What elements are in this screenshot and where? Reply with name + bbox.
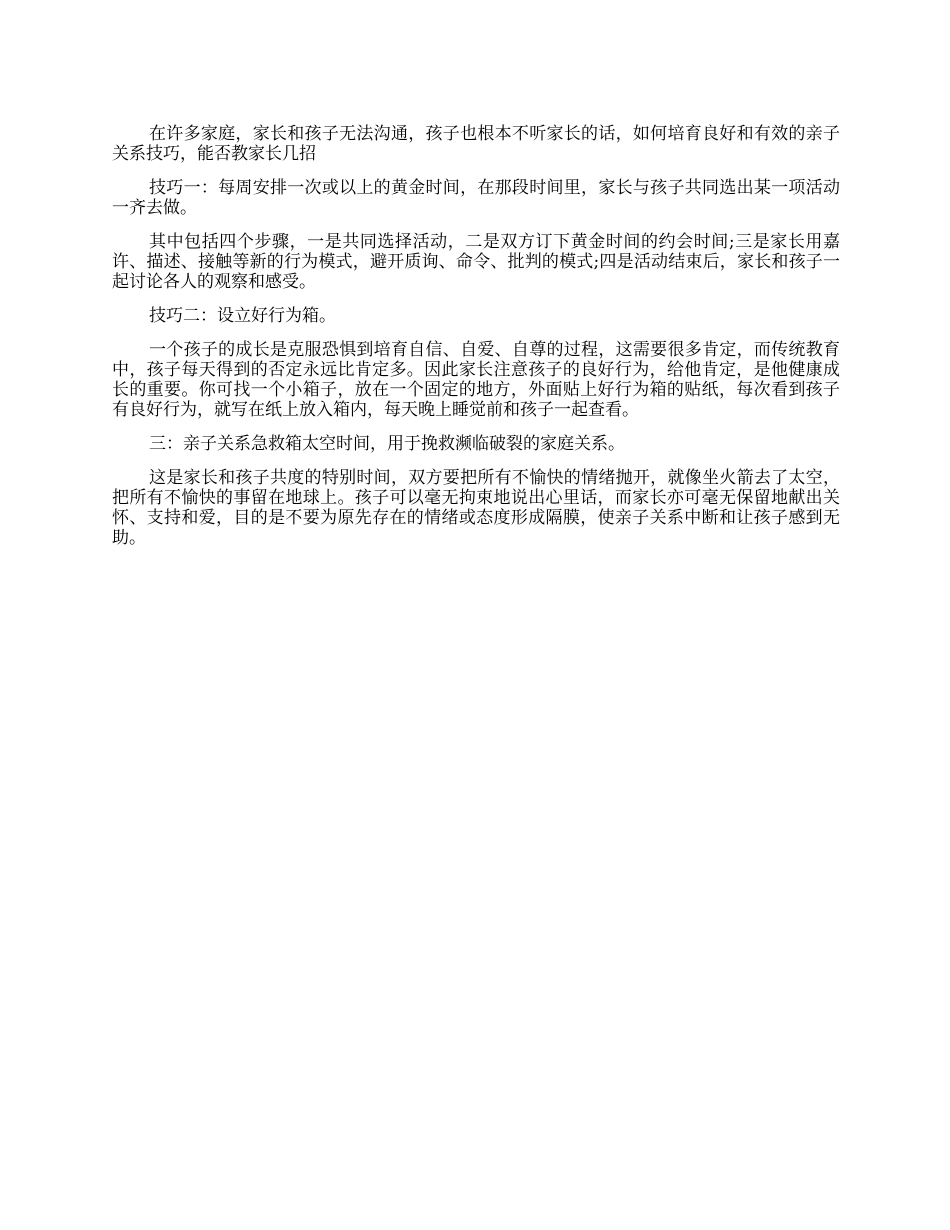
paragraph-tip-one-steps: 其中包括四个步骤，一是共同选择活动，二是双方订下黄金时间的约会时间;三是家长用嘉许、描述、接触等新的行为模式，避开质询、命令、批判的模式;四是活动结束后，家长和孩子一起讨论各人的观察和感受。 — [112, 232, 840, 292]
paragraph-tip-three: 三：亲子关系急救箱太空时间，用于挽救濒临破裂的家庭关系。 — [149, 434, 625, 454]
paragraph-tip-three-detail: 这是家长和孩子共度的特别时间，双方要把所有不愉快的情绪抛开，就像坐火箭去了太空，把所有不愉快的事留在地球上。孩子可以毫无拘束地说出心里话，而家长亦可毫无保留地献出关怀、支持和爱，目的是不要为原先存在的情绪或态度形成隔膜，使亲子关系中断和让孩子感到无助。 — [112, 468, 840, 548]
paragraph-tip-one: 技巧一：每周安排一次或以上的黄金时间，在那段时间里，家长与孩子共同选出某一项活动一齐去做。 — [112, 178, 840, 218]
paragraph-tip-two: 技巧二：设立好行为箱。 — [149, 306, 336, 326]
paragraph-tip-two-detail: 一个孩子的成长是克服恐惧到培育自信、自爱、自尊的过程，这需要很多肯定，而传统教育中，孩子每天得到的否定永远比肯定多。因此家长注意孩子的良好行为，给他肯定，是他健康成长的重要。你可找一个小箱子，放在一个固定的地方，外面贴上好行为箱的贴纸，每次看到孩子有良好行为，就写在纸上放入箱内，每天晚上睡觉前和孩子一起查看。 — [112, 340, 840, 420]
paragraph-intro-question: 在许多家庭，家长和孩子无法沟通，孩子也根本不听家长的话，如何培育良好和有效的亲子关系技巧，能否教家长几招 — [112, 124, 840, 164]
document-page — [112, 124, 840, 562]
